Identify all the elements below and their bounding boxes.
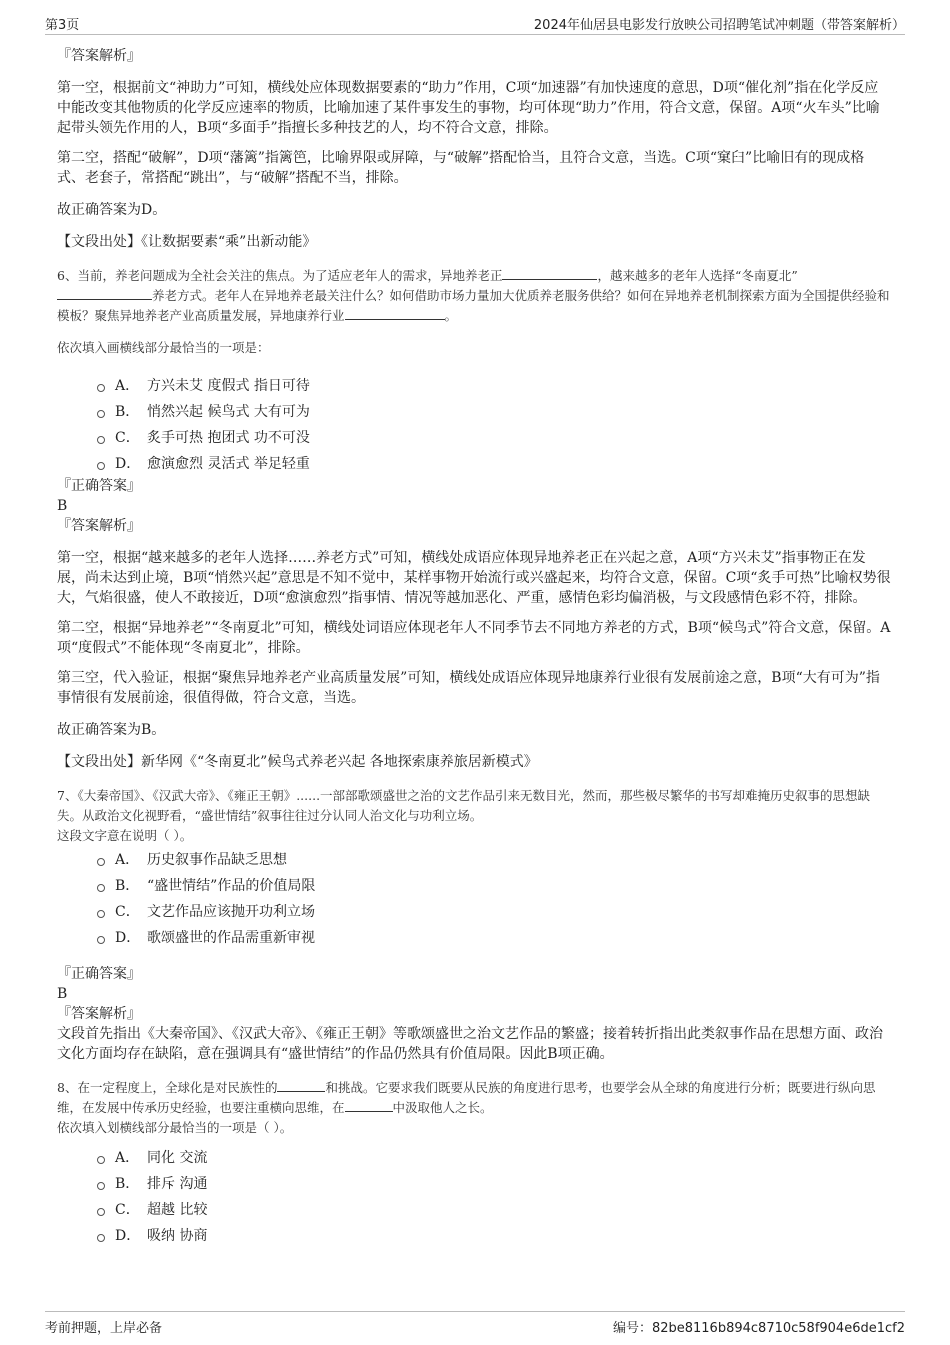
- radio-icon[interactable]: [97, 858, 105, 866]
- radio-icon[interactable]: [97, 884, 105, 892]
- q7-prompt: 这段文字意在说明（ ）。: [57, 828, 193, 843]
- blank-2: [345, 1111, 393, 1112]
- q5-analysis-tag: 『答案解析』: [57, 48, 141, 64]
- main-content: [57, 46, 892, 1248]
- q6-analysis-para1: 第一空，根据“越来越多的老年人选择……养老方式”可知，横线处成语应体现异地养老正在兴起之意，A项“方兴未艾”指事物正在发展，尚未达到止境，B项“悄然兴起”意思是不知不觉中，某样事物开始流行或兴盛起来，均符合文意，保留。C项“炙手可热”比喻权势很大，气焰很盛，使人不敢接近，D项“愈演愈烈”指事情、情况等越加恶化、严重，感情色彩均偏消极，与文段感情色彩不符，排除。: [57, 550, 891, 606]
- q8-option-c[interactable]: C． 超越 比较: [57, 1196, 892, 1222]
- q8-option-a[interactable]: A． 同化 交流: [57, 1144, 892, 1170]
- radio-icon[interactable]: [97, 1208, 105, 1216]
- q8-prompt: 依次填入划横线部分最恰当的一项是（ ）。: [57, 1120, 293, 1135]
- q7-answer-tag: 『正确答案』: [57, 966, 141, 982]
- q8-option-b[interactable]: B． 排斥 沟通: [57, 1170, 892, 1196]
- q8-options: [57, 1144, 892, 1248]
- q7-analysis-para1: 文段首先指出《大秦帝国》、《汉武大帝》、《雍正王朝》等歌颂盛世之治文艺作品的繁盛；接着转折指出此类叙事作品在思想方面、政治文化方面均存在缺陷，意在强调具有“盛世情结”的作品仍然具有价值局限。因此B项正确。: [57, 1026, 883, 1062]
- radio-icon[interactable]: [97, 910, 105, 918]
- q7-option-b[interactable]: B． “盛世情结”作品的价值局限: [57, 872, 892, 898]
- document-id: 编号：82be8116b894c8710c58f904e6de1cf2: [612, 1321, 905, 1336]
- blank-1: [277, 1091, 325, 1092]
- q7-option-d[interactable]: D． 歌颂盛世的作品需重新审视: [57, 924, 892, 950]
- q6-analysis-para3: 第三空，代入验证，根据“聚焦异地养老产业高质量发展”可知，横线处成语应体现异地康养行业很有发展前途之意，B项“大有可为”指事情很有发展前途，很值得做，符合文意，当选。: [57, 670, 880, 706]
- radio-icon[interactable]: [97, 410, 105, 418]
- radio-icon[interactable]: [97, 1156, 105, 1164]
- q5-source: 【文段出处】《让数据要素“乘”出新动能》: [57, 234, 317, 250]
- q6-option-d[interactable]: D． 愈演愈烈 灵活式 举足轻重: [57, 450, 892, 476]
- q5-conclusion: 故正确答案为D。: [57, 202, 167, 218]
- q6-stem: 6、当前，养老问题成为全社会关注的焦点。为了适应老年人的需求，异地养老正 ，越来越多的老年人选择“冬南夏北”养老方式。老年人在异地养老最关注什么？如何借助市场力量加大优质养老服务供给？如何在异地养老机制探索方面为全国提供经验和模板？聚焦异地养老产业高质量发展，异地康养行业 。: [57, 268, 890, 323]
- page-footer: [45, 1311, 905, 1338]
- page-number: 第3页: [45, 18, 80, 33]
- radio-icon[interactable]: [97, 384, 105, 392]
- q7-option-c[interactable]: C． 文艺作品应该抛开功利立场: [57, 898, 892, 924]
- q6-option-b[interactable]: B． 悄然兴起 候鸟式 大有可为: [57, 398, 892, 424]
- radio-icon[interactable]: [97, 936, 105, 944]
- q7-option-a[interactable]: A． 历史叙事作品缺乏思想: [57, 846, 892, 872]
- q7-options: [57, 846, 892, 950]
- blank-2: [57, 299, 152, 300]
- q6-analysis-para2: 第二空，根据“异地养老”“冬南夏北”可知，横线处词语应体现老年人不同季节去不同地方养老的方式，B项“候鸟式”符合文意，保留。A项“度假式”不能体现“冬南夏北”，排除。: [57, 620, 891, 656]
- radio-icon[interactable]: [97, 1182, 105, 1190]
- page-header: [45, 12, 905, 35]
- radio-icon[interactable]: [97, 1234, 105, 1242]
- q6-analysis-tag: 『答案解析』: [57, 518, 141, 534]
- q7-analysis-tag: 『答案解析』: [57, 1006, 141, 1022]
- blank-1: [502, 279, 597, 280]
- q7-answer: B: [57, 986, 68, 1002]
- q6-answer: B: [57, 498, 68, 514]
- q5-analysis-para2: 第二空，搭配“破解”，D项“藩篱”指篱笆，比喻界限或屏障，与“破解”搭配恰当，且符合文意，当选。C项“窠臼”比喻旧有的现成格式、老套子，常搭配“跳出”，与“破解”搭配不当，排除。: [57, 150, 865, 186]
- q6-options: [57, 372, 892, 476]
- document-title: 2024年仙居县电影发行放映公司招聘笔试冲刺题（带答案解析）: [533, 18, 905, 33]
- q8-option-d[interactable]: D． 吸纳 协商: [57, 1222, 892, 1248]
- blank-3: [345, 319, 445, 320]
- q8-stem: 8、在一定程度上，全球化是对民族性的 和挑战。它要求我们既要从民族的角度进行思考，也要学会从全球的角度进行分析；既要进行纵向思维，在发展中传承历史经验，也要注重横向思维，在 中汲取他人之长。: [57, 1080, 876, 1115]
- q6-answer-tag: 『正确答案』: [57, 478, 141, 494]
- radio-icon[interactable]: [97, 436, 105, 444]
- q7-stem: 7、《大秦帝国》、《汉武大帝》、《雍正王朝》......一部部歌颂盛世之治的文艺作品引来无数目光，然而，那些极尽繁华的书写却难掩历史叙事的思想缺失。从政治文化视野看，“盛世情结”叙事往往过分认同人治文化与功利立场。: [57, 788, 871, 823]
- q6-prompt: 依次填入画横线部分最恰当的一项是：: [57, 340, 270, 355]
- q6-option-a[interactable]: A． 方兴未艾 度假式 指日可待: [57, 372, 892, 398]
- q6-source: 【文段出处】新华网《“冬南夏北”候鸟式养老兴起 各地探索康养旅居新模式》: [57, 754, 538, 770]
- footer-slogan: 考前押题，上岸必备: [45, 1321, 163, 1336]
- q6-conclusion: 故正确答案为B。: [57, 722, 166, 738]
- radio-icon[interactable]: [97, 462, 105, 470]
- q5-analysis-para1: 第一空，根据前文“神助力”可知，横线处应体现数据要素的“助力”作用，C项“加速器”有加快速度的意思，D项“催化剂”指在化学反应中能改变其他物质的化学反应速率的物质，比喻加速了某件事发生的事物，均可体现“助力”作用，符合文意，保留。A项“火车头”比喻起带头领先作用的人，B项“多面手”指擅长多种技艺的人，均不符合文意，排除。: [57, 80, 880, 136]
- q6-option-c[interactable]: C． 炙手可热 抱团式 功不可没: [57, 424, 892, 450]
